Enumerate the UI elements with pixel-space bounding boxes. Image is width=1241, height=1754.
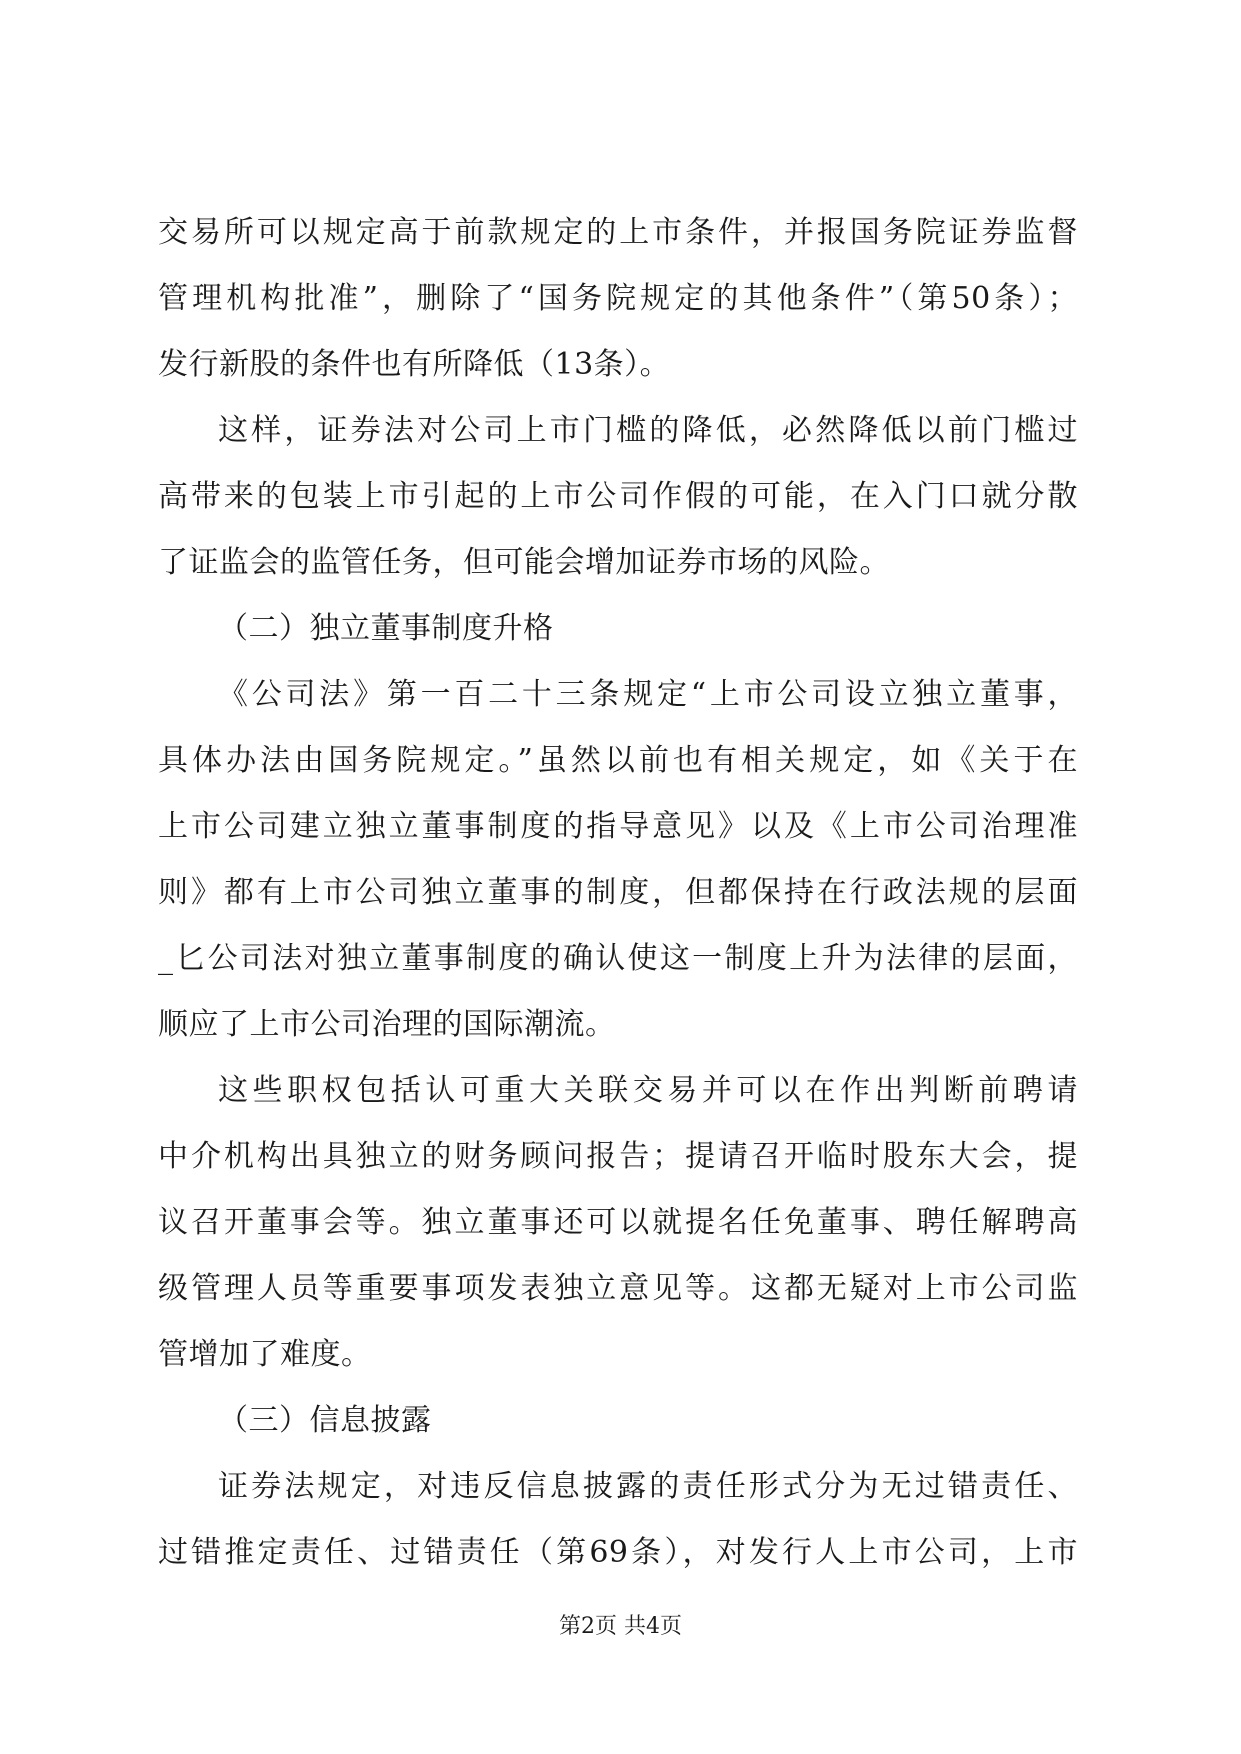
text-line: 管理机构批准”，删除了“国务院规定的其他条件”（第50条）；	[158, 281, 1078, 316]
text-line: 则》都有上市公司独立董事的制度，但都保持在行政法规的层面	[158, 875, 1078, 910]
document-body	[158, 200, 1078, 1586]
text-line: 了证监会的监管任务，但可能会增加证券市场的风险。	[158, 545, 890, 580]
text-line: 这样，证券法对公司上市门槛的降低，必然降低以前门槛过	[218, 413, 1078, 448]
text-line: 《公司法》第一百二十三条规定“上市公司设立独立董事，	[218, 677, 1078, 712]
text-line: 中介机构出具独立的财务顾问报告；提请召开临时股东大会，提	[158, 1139, 1078, 1174]
text-line: 具体办法由国务院规定。”虽然以前也有相关规定，如《关于在	[158, 743, 1078, 778]
text-line: 管增加了难度。	[158, 1337, 372, 1372]
text-line: 高带来的包装上市引起的上市公司作假的可能，在入门口就分散	[158, 479, 1078, 514]
section-heading: （三）信息披露	[218, 1403, 432, 1438]
text-line: 证券法规定，对违反信息披露的责任形式分为无过错责任、	[218, 1469, 1078, 1504]
text-line: 顺应了上市公司治理的国际潮流。	[158, 1007, 616, 1042]
text-line: 过错推定责任、过错责任（第69条），对发行人上市公司，上市	[158, 1535, 1078, 1570]
text-line: 级管理人员等重要事项发表独立意见等。这都无疑对上市公司监	[158, 1271, 1078, 1306]
text-line: 发行新股的条件也有所降低（13条）。	[158, 347, 671, 382]
section-heading: （二）独立董事制度升格	[218, 611, 554, 646]
text-line: 这些职权包括认可重大关联交易并可以在作出判断前聘请	[218, 1073, 1078, 1108]
text-line: 上市公司建立独立董事制度的指导意见》以及《上市公司治理准	[158, 809, 1078, 844]
page-number-footer: 第2页 共4页	[559, 1614, 682, 1639]
text-line: _匕公司法对独立董事制度的确认使这一制度上升为法律的层面，	[158, 941, 1078, 976]
text-line: 交易所可以规定高于前款规定的上市条件，并报国务院证券监督	[158, 215, 1078, 250]
text-line: 议召开董事会等。独立董事还可以就提名任免董事、聘任解聘高	[158, 1205, 1078, 1240]
